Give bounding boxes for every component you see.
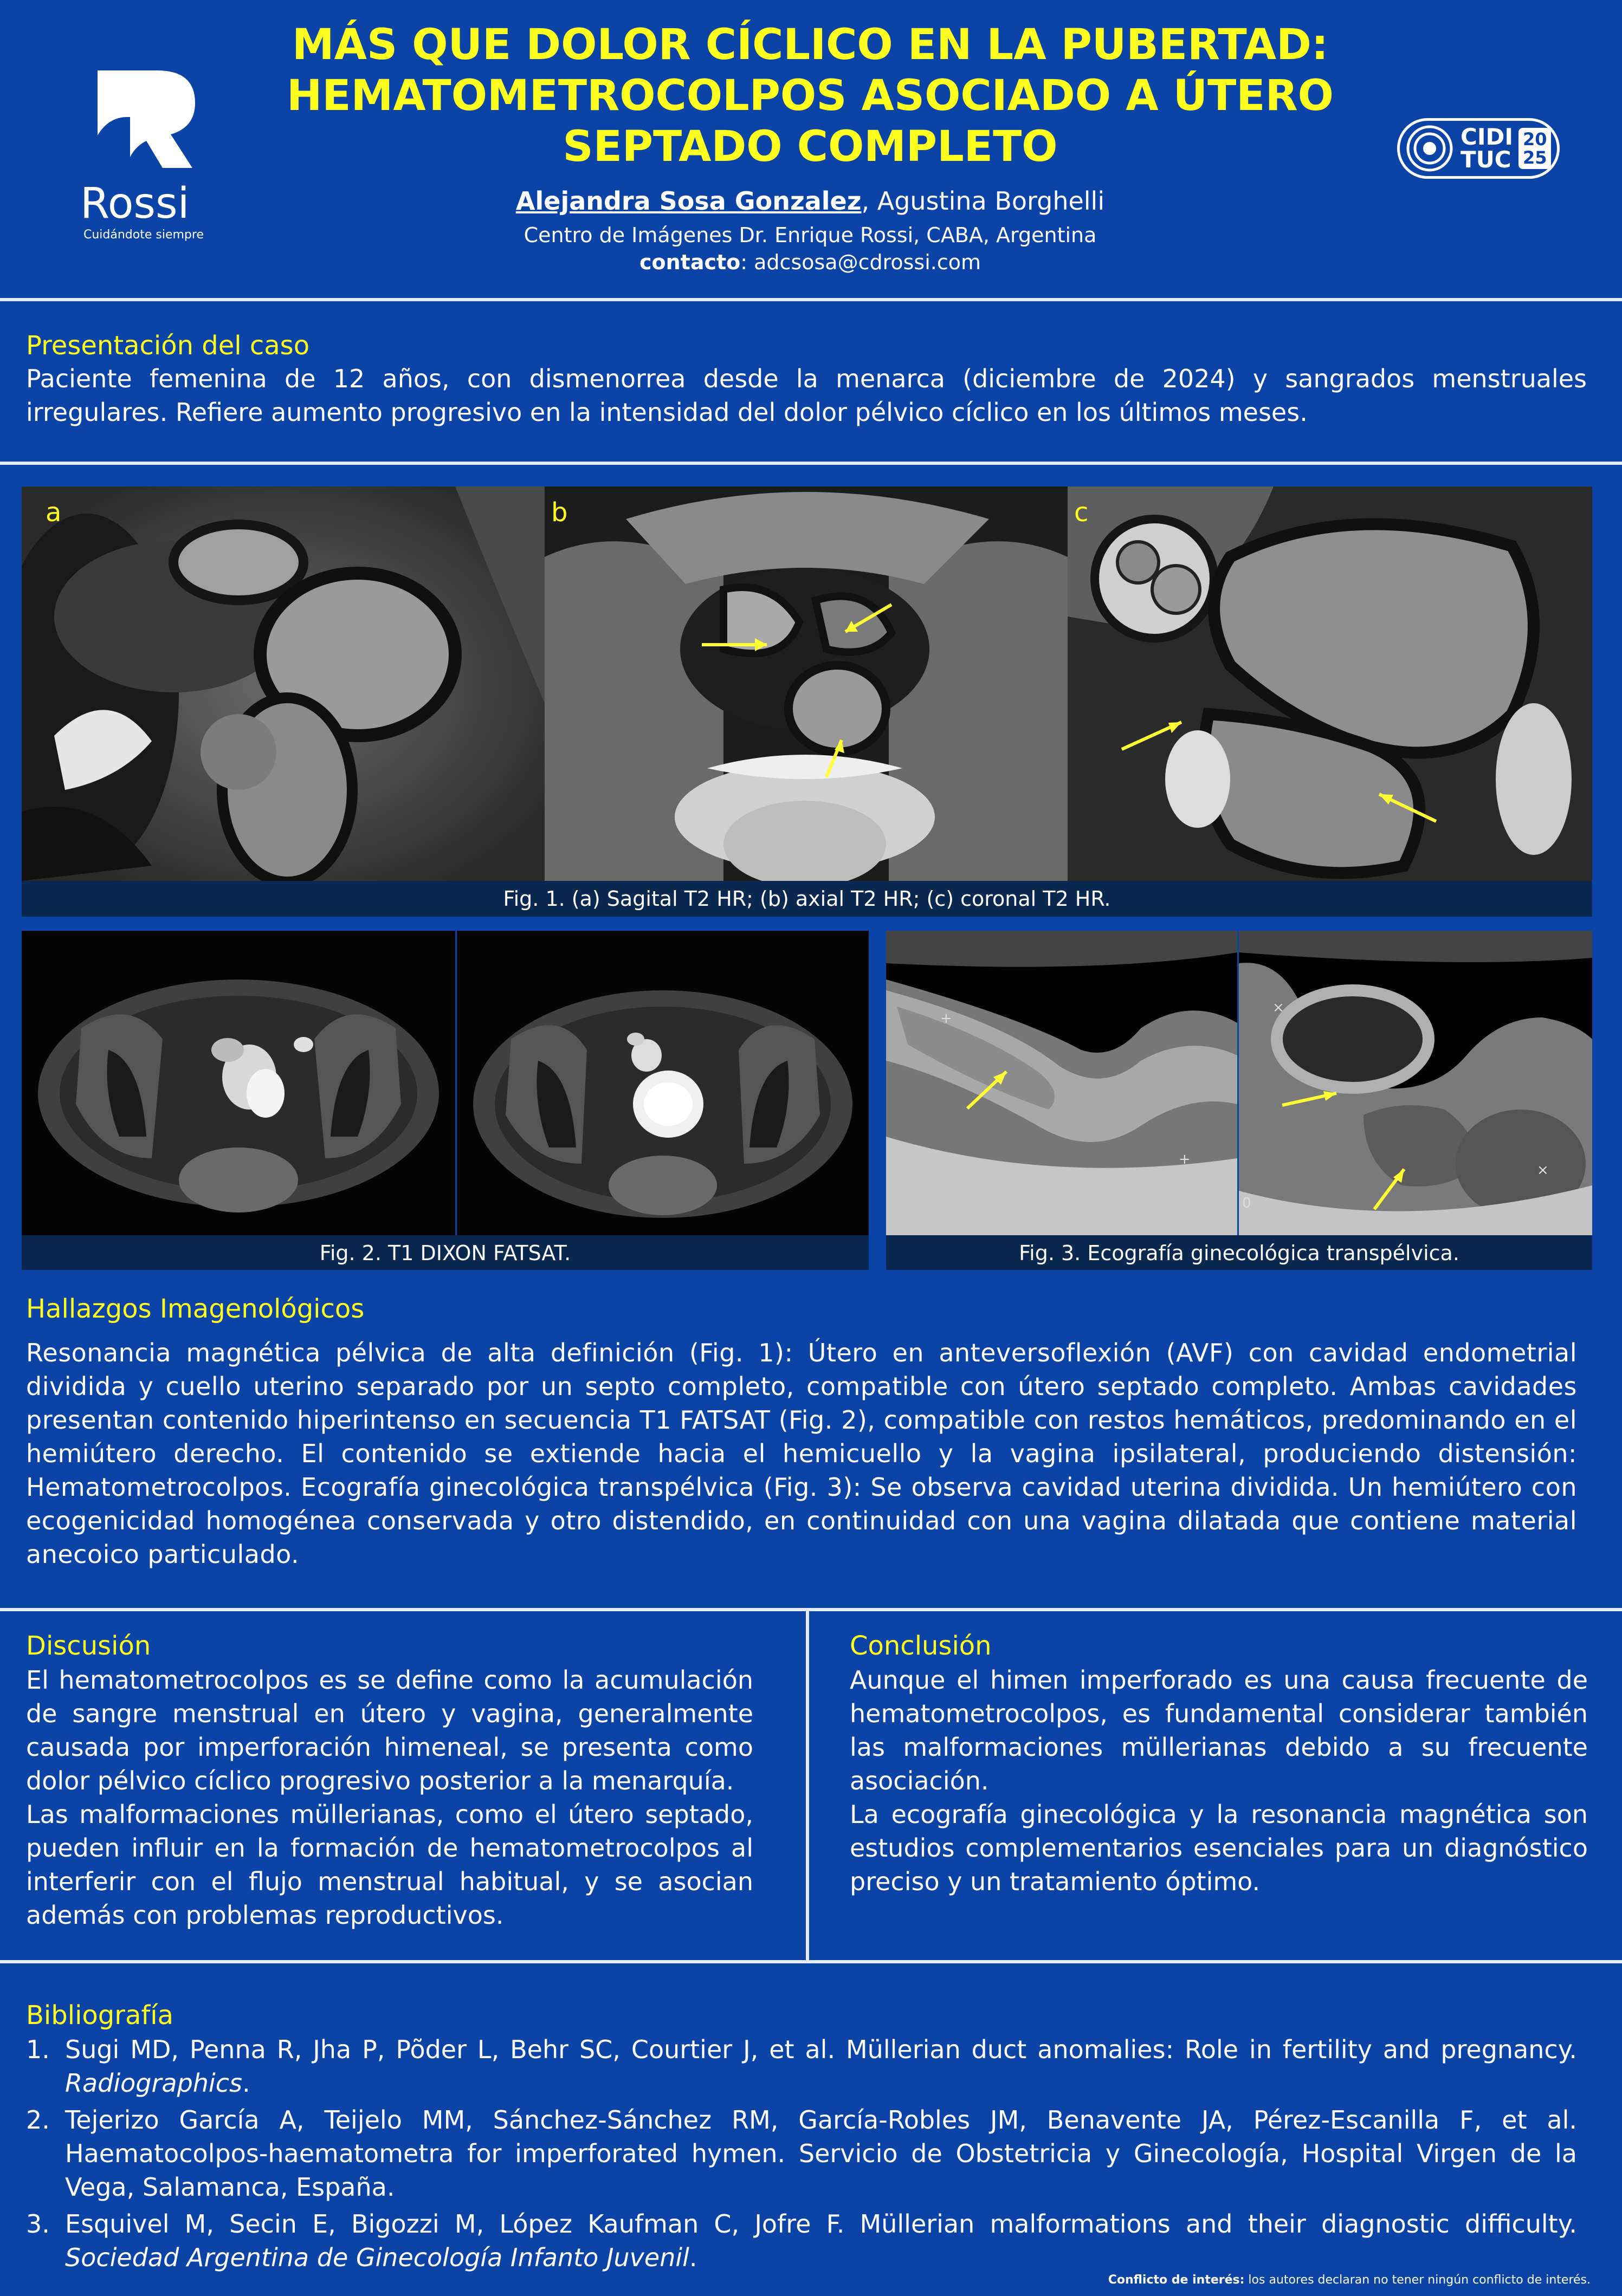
reference-text: Esquivel M, Secin E, Bigozzi M, López Kaufman C, Jofre F. Müllerian malformations and their diagnostic difficulty. xyxy=(65,2209,1577,2239)
divider xyxy=(0,462,1622,465)
conflict-text: los autores declaran no tener ningún conflicto de interés. xyxy=(1244,2273,1591,2287)
conflict-label: Conflicto de interés: xyxy=(1108,2273,1245,2287)
conclusion-paragraph-1: Aunque el himen imperforado es una causa frecuente de hematometrocolpos, es fundamental considerar también las malformaciones müllerianas debido a su frecuente asociación. xyxy=(850,1665,1588,1795)
reference-journal: Radiographics xyxy=(65,2068,242,2098)
reference-journal: Sociedad Argentina de Ginecología Infanto Juvenil xyxy=(65,2243,689,2272)
conclusion-paragraph-2: La ecografía ginecológica y la resonancia magnética son estudios complementarios esenciales para un diagnóstico preciso y un tratamiento óptimo. xyxy=(850,1800,1588,1896)
fig1-panel-a-sagittal-mri xyxy=(22,487,545,881)
reference-item: 1. Sugi MD, Penna R, Jha P, Põder L, Behr SC, Courtier J, et al. Müllerian duct anomalies: Role in fertility and pregnancy. Radiographics. xyxy=(26,2033,1577,2100)
fig3-image-right-ultrasound xyxy=(1239,931,1592,1235)
findings-title: Hallazgos Imagenológicos xyxy=(26,1294,365,1324)
conflict-of-interest xyxy=(1108,2273,1591,2287)
divider xyxy=(0,1608,1622,1611)
reference-number: 1. xyxy=(26,2035,50,2064)
panel-label-b: b xyxy=(551,497,568,528)
cidituc-year-top: 20 xyxy=(1522,129,1547,150)
contact-email: : adcsosa@cdrossi.com xyxy=(740,250,981,274)
fig2-image-right-t1-dixon xyxy=(457,931,869,1235)
rossi-logo-name: Rossi xyxy=(80,179,190,228)
ultrasound-depth-marker: 0 xyxy=(1242,1195,1251,1211)
logo-rossi xyxy=(76,65,217,242)
caliper-mark: × xyxy=(1537,1162,1549,1178)
institution: Centro de Imágenes Dr. Enrique Rossi, CABA, Argentina xyxy=(524,223,1097,247)
reference-number: 3. xyxy=(26,2209,50,2239)
cidituc-emblem-icon xyxy=(1405,124,1454,173)
findings-text: Resonancia magnética pélvica de alta definición (Fig. 1): Útero en anteversoflexión (AVF) con cavidad endometrial dividida y cuello uterino separado por un septo completo, compatible con útero septado completo. Ambas cavidades presentan contenido hiperintenso en secuencia T1 FATSAT (Fig. 2), compatible con restos hemáticos, predominando en el hemiútero derecho. El contenido se extiende hacia el hemicuello y la vagina ipsilateral, produciendo distensión: Hematometrocolpos. Ecografía ginecológica transpélvica (Fig. 3): Se observa cavidad uterina dividida. Un hemiútero con ecogenicidad homogénea conservada y otro distendido, en continuidad con una vagina dilatada que contiene material anecoico particulado. xyxy=(26,1338,1577,1569)
main-author: Alejandra Sosa Gonzalez xyxy=(515,186,862,216)
presentation-title: Presentación del caso xyxy=(26,330,310,361)
conclusion-body xyxy=(850,1663,1588,1898)
fig2-caption: Fig. 2. T1 DIXON FATSAT. xyxy=(22,1235,869,1270)
discussion-body xyxy=(26,1663,753,1932)
reference-text: Sugi MD, Penna R, Jha P, Põder L, Behr SC, Courtier J, et al. Müllerian duct anomalies: Role in fertility and pregnancy. xyxy=(65,2035,1577,2064)
discussion-paragraph-2: Las malformaciones müllerianas, como el útero septado, pueden influir en la formación de hematometrocolpos al interferir con el flujo menstrual habitual, y se asocian además con problemas reproductivos. xyxy=(26,1800,753,1930)
fig3-caption: Fig. 3. Ecografía ginecológica transpélvica. xyxy=(886,1235,1592,1270)
rossi-r-icon xyxy=(76,65,217,173)
contact xyxy=(228,250,1393,274)
presentation-text: Paciente femenina de 12 años, con dismenorrea desde la menarca (diciembre de 2024) y sangrados menstruales irregulares. Refiere aumento progresivo en la intensidad del dolor pélvico cíclico en los últimos meses. xyxy=(26,364,1587,427)
divider xyxy=(0,1960,1622,1963)
cidituc-line-1: CIDI xyxy=(1461,124,1513,150)
authors xyxy=(228,186,1393,216)
title-line-1: MÁS QUE DOLOR CÍCLICO EN LA PUBERTAD: xyxy=(292,21,1329,69)
title-line-2: HEMATOMETROCOLPOS ASOCIADO A ÚTERO xyxy=(287,72,1334,120)
cidituc-year-bottom: 25 xyxy=(1522,147,1547,168)
fig2-image-left-t1-dixon xyxy=(22,931,455,1235)
cidituc-line-2: TUC xyxy=(1461,146,1511,173)
caliper-mark: + xyxy=(1179,1151,1191,1168)
conclusion-title: Conclusión xyxy=(850,1631,992,1661)
caliper-mark: + xyxy=(940,1010,952,1027)
logo-cidituc xyxy=(1397,118,1560,179)
bibliography-list xyxy=(26,2033,1577,2278)
bibliography-title: Bibliografía xyxy=(26,2000,174,2031)
reference-item xyxy=(26,2103,1577,2204)
panel-label-a: a xyxy=(46,497,62,528)
column-divider xyxy=(806,1608,809,1962)
reference-number: 2. xyxy=(26,2105,50,2135)
rossi-logo-tagline: Cuidándote siempre xyxy=(83,228,204,242)
fig1-caption: Fig. 1. (a) Sagital T2 HR; (b) axial T2 HR; (c) coronal T2 HR. xyxy=(22,881,1592,917)
divider xyxy=(0,298,1622,301)
fig1-panel-b-axial-mri xyxy=(545,487,1068,881)
discussion-title: Discusión xyxy=(26,1631,151,1661)
co-authors: , Agustina Borghelli xyxy=(861,186,1105,216)
caliper-mark: × xyxy=(1272,1000,1284,1016)
panel-label-c: c xyxy=(1074,497,1089,528)
poster-title xyxy=(228,20,1393,172)
reference-text: Tejerizo García A, Teijelo MM, Sánchez-Sánchez RM, García-Robles JM, Benavente JA, Pérez-Escanilla F, et al. Haematocolpos-haematometra for imperforated hymen. Servicio de Obstetricia y Ginecología, Hospital Virgen de la Vega, Salamanca, España. xyxy=(65,2105,1577,2202)
contact-label: contacto xyxy=(639,250,741,274)
reference-item: 3. Esquivel M, Secin E, Bigozzi M, López Kaufman C, Jofre F. Müllerian malformations and their diagnostic difficulty. Sociedad Argentina de Ginecología Infanto Juvenil. xyxy=(26,2207,1577,2274)
fig1-panel-c-coronal-mri xyxy=(1068,487,1592,881)
cidituc-year xyxy=(1518,128,1552,169)
title-line-3: SEPTADO COMPLETO xyxy=(563,122,1058,171)
discussion-paragraph-1: El hematometrocolpos es se define como la acumulación de sangre menstrual en útero y vagina, generalmente causada por imperforación himeneal, se presenta como dolor pélvico cíclico progresivo posterior a la menarquía. xyxy=(26,1665,753,1795)
fig3-image-left-ultrasound xyxy=(886,931,1237,1235)
